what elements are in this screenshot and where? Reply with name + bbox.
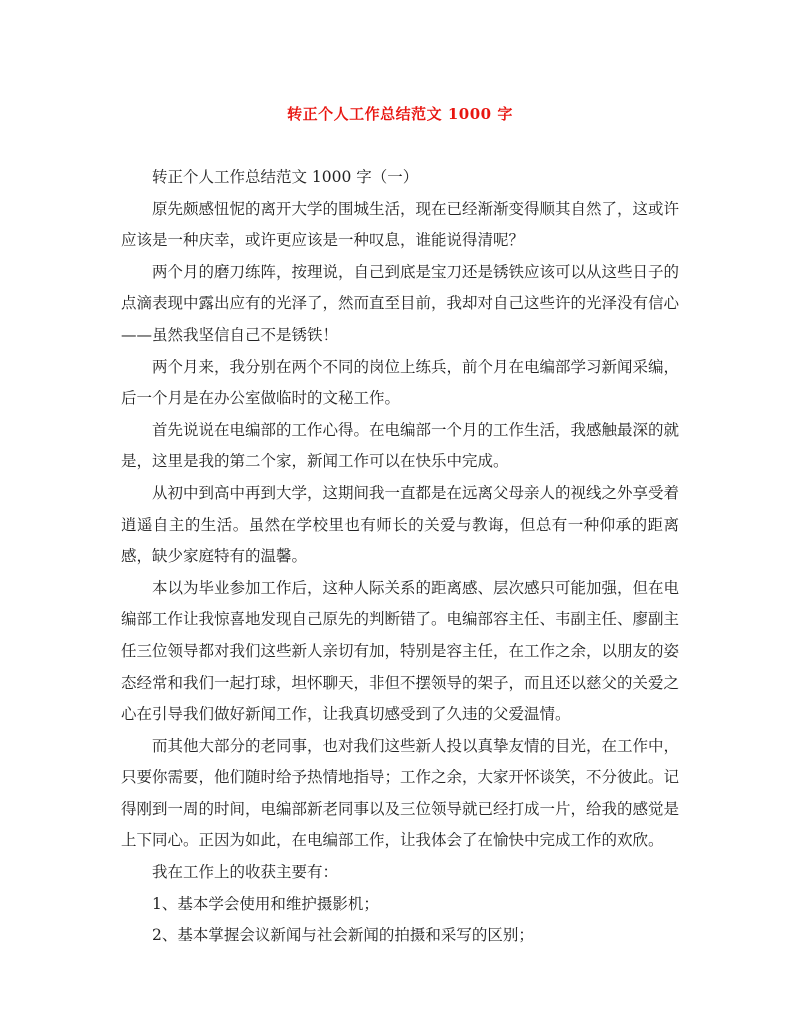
paragraph: 本以为毕业参加工作后，这种人际关系的距离感、层次感只可能加强，但在电编部工作让我惊喜地发现自己原先的判断错了。电编部容主任、韦副主任、廖副主任三位领导都对我们这些新人亲切有加，特别是容主任，在工作之余，以朋友的姿态经常和我们一起打球，坦怀聊天，非但不摆领导的架子，而且还以慈父的关爱之心在引导我们做好新闻工作，让我真切感受到了久违的父爱温情。 bbox=[121, 578, 680, 724]
paragraph: 我在工作上的收获主要有： bbox=[152, 863, 339, 882]
paragraph: 两个月的磨刀练阵，按理说，自己到底是宝刀还是锈铁应该可以从这些日子的点滴表现中露出应有的光泽了，然而直至目前，我却对自己这些许的光泽没有信心——虽然我坚信自己不是锈铁！ bbox=[121, 262, 680, 344]
document-title: 转正个人工作总结范文 1000 字 bbox=[287, 105, 513, 123]
paragraph: 而其他大部分的老同事，也对我们这些新人投以真挚友情的目光，在工作中，只要你需要，他们随时给予热情地指导；工作之余，大家开怀谈笑，不分彼此。记得刚到一周的时间，电编部新老同事以及三位领导就已经打成一片，给我的感觉是上下同心。正因为如此，在电编部工作，让我体会了在愉快中完成工作的欢欣。 bbox=[121, 736, 680, 850]
paragraph: 两个月来，我分别在两个不同的岗位上练兵，前个月在电编部学习新闻采编，后一个月是在办公室做临时的文秘工作。 bbox=[121, 357, 680, 408]
paragraph: 首先说说在电编部的工作心得。在电编部一个月的工作生活，我感触最深的就是，这里是我的第二个家，新闻工作可以在快乐中完成。 bbox=[121, 420, 680, 471]
paragraph: 原先颇感忸怩的离开大学的围城生活，现在已经渐渐变得顺其自然了，这或许应该是一种庆幸，或许更应该是一种叹息，谁能说得清呢？ bbox=[121, 199, 680, 250]
document-body bbox=[121, 162, 679, 952]
list-item: 1、基本学会使用和维护摄影机； bbox=[152, 894, 379, 913]
list-item: 2、基本掌握会议新闻与社会新闻的拍摄和采写的区别； bbox=[152, 926, 534, 945]
paragraph: 从初中到高中再到大学，这期间我一直都是在远离父母亲人的视线之外享受着逍遥自主的生活。虽然在学校里也有师长的关爱与教诲，但总有一种仰承的距离感，缺少家庭特有的温馨。 bbox=[121, 483, 680, 566]
section-heading: 转正个人工作总结范文 1000 字（一） bbox=[152, 168, 419, 186]
